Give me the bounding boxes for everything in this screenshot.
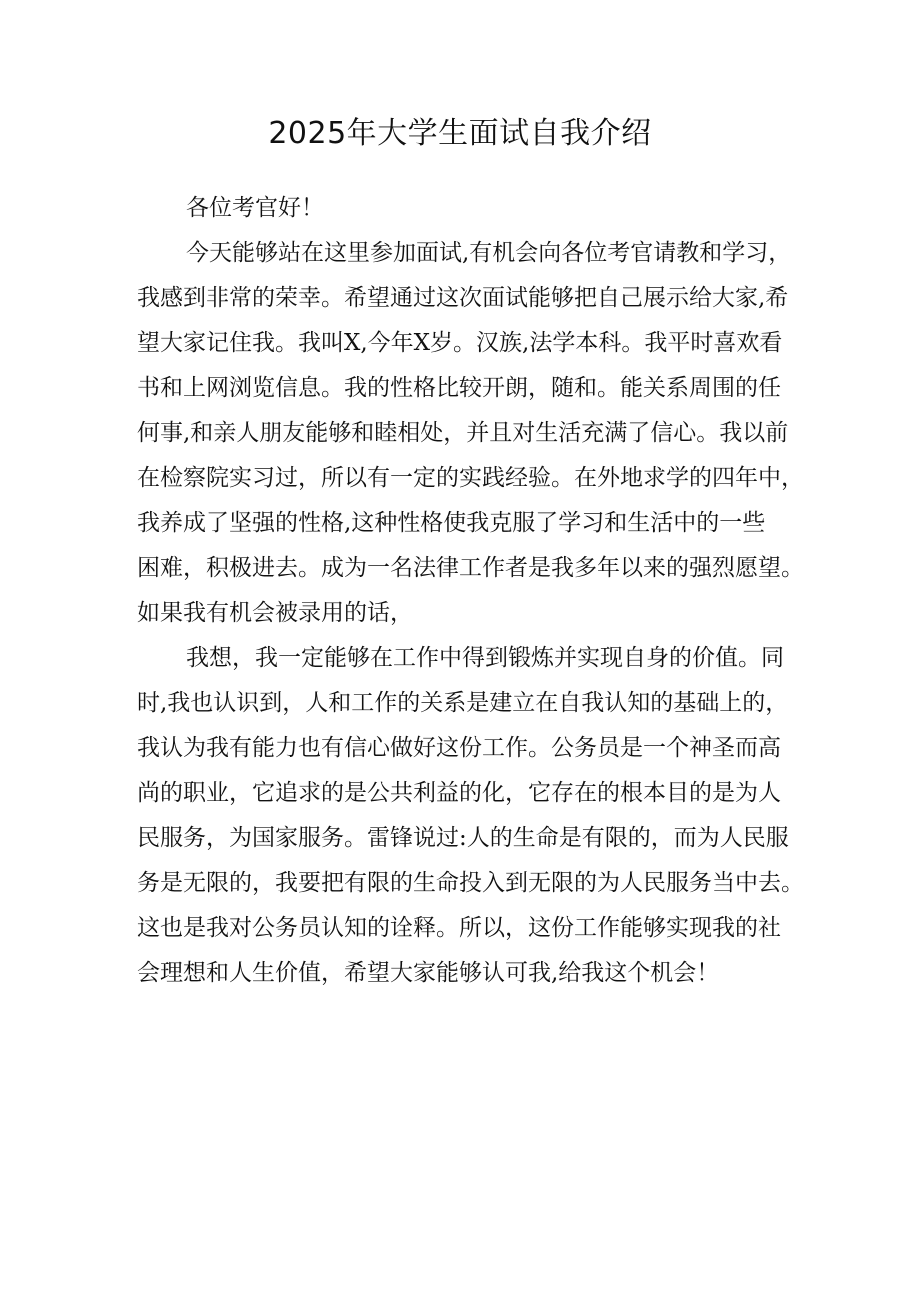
paragraph-2-line-1: 我想，我一定能够在工作中得到锻炼并实现自身的价值。同 xyxy=(186,645,784,671)
document-body xyxy=(137,186,805,996)
paragraph-1-line-1: 今天能够站在这里参加面试,有机会向各位考官请教和学习， xyxy=(186,240,792,266)
paragraph-2-line-3: 我认为我有能力也有信心做好这份工作。公务员是一个神圣而高 xyxy=(137,735,781,761)
paragraph-1-line-6: 在检察院实习过，所以有一定的实践经验。在外地求学的四年中， xyxy=(137,465,804,491)
document-title: 2025年大学生面试自我介绍 xyxy=(268,116,652,151)
paragraph-1-line-8: 困难，积极进去。成为一名法律工作者是我多年以来的强烈愿望。 xyxy=(137,555,804,581)
paragraph-2-line-6: 务是无限的，我要把有限的生命投入到无限的为人民服务当中去。 xyxy=(137,870,804,896)
greeting-line: 各位考官好！ xyxy=(186,195,324,221)
paragraph-1-line-9: 如果我有机会被录用的话， xyxy=(137,600,413,626)
paragraph-2-line-7: 这也是我对公务员认知的诠释。所以，这份工作能够实现我的社 xyxy=(137,915,781,941)
paragraph-1-line-2: 我感到非常的荣幸。希望通过这次面试能够把自己展示给大家,希 xyxy=(137,285,789,311)
paragraph-2-line-8: 会理想和人生价值，希望大家能够认可我,给我这个机会！ xyxy=(137,960,720,986)
paragraph-1-line-4: 书和上网浏览信息。我的性格比较开朗，随和。能关系周围的任 xyxy=(137,375,781,401)
paragraph-2-line-2: 时,我也认识到，人和工作的关系是建立在自我认知的基础上的， xyxy=(137,690,789,716)
paragraph-1-line-7: 我养成了坚强的性格,这种性格使我克服了学习和生活中的一些 xyxy=(137,510,766,536)
paragraph-1-line-3: 望大家记住我。我叫X,今年X岁。汉族,法学本科。我平时喜欢看 xyxy=(137,330,783,356)
paragraph-2-line-5: 民服务，为国家服务。雷锋说过:人的生命是有限的，而为人民服 xyxy=(137,825,789,851)
paragraph-2-line-4: 尚的职业，它追求的是公共利益的化，它存在的根本目的是为人 xyxy=(137,780,781,806)
paragraph-1-line-5: 何事,和亲人朋友能够和睦相处，并且对生活充满了信心。我以前 xyxy=(137,420,789,446)
